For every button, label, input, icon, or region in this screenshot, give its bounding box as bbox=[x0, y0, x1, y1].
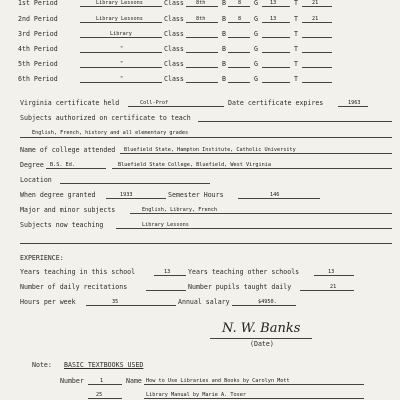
date-label: (Date) bbox=[250, 340, 274, 348]
degree-granted-value: 1933 bbox=[120, 192, 133, 198]
period-boys: 8 bbox=[238, 0, 242, 6]
period-total: 21 bbox=[312, 16, 319, 22]
period-label: 4th Period bbox=[18, 45, 58, 53]
boys-label: B bbox=[222, 60, 226, 68]
total-label: T bbox=[294, 75, 298, 83]
total-label: T bbox=[294, 45, 298, 53]
salary-value: $4950. bbox=[258, 299, 277, 305]
class-label: Class bbox=[164, 60, 184, 68]
girls-label: G bbox=[254, 75, 258, 83]
signature: N. W. Banks bbox=[222, 321, 301, 336]
class-label: Class bbox=[164, 15, 184, 23]
period-class: 8th bbox=[196, 16, 206, 22]
total-label: T bbox=[294, 30, 298, 38]
hours-week-label: Hours per week bbox=[20, 298, 76, 306]
major-minor-label: Major and minor subjects bbox=[20, 206, 116, 214]
period-girls: 13 bbox=[270, 16, 277, 22]
girls-label: G bbox=[254, 45, 258, 53]
boys-label: B bbox=[222, 15, 226, 23]
cert-expires-value: 1963 bbox=[348, 100, 361, 106]
degree-label: Degree bbox=[20, 161, 44, 169]
years-this-label: Years teaching in this school bbox=[20, 268, 136, 276]
textbook-number: 1 bbox=[100, 378, 104, 384]
major-minor-value: English, Library, French bbox=[142, 207, 217, 213]
boys-label: B bbox=[222, 45, 226, 53]
period-boys: 8 bbox=[238, 16, 242, 22]
class-label: Class bbox=[164, 45, 184, 53]
period-label: 1st Period bbox=[18, 0, 58, 7]
boys-label: B bbox=[222, 30, 226, 38]
textbooks-heading: BASIC TEXTBOOKS USED bbox=[64, 361, 144, 369]
boys-label: B bbox=[222, 75, 226, 83]
period-label: 3rd Period bbox=[18, 30, 58, 38]
textbook-name: Library Manual by Marie A. Toser bbox=[146, 392, 246, 398]
semester-hours-label: Semester Hours bbox=[168, 191, 224, 199]
years-other-label: Years teaching other schools bbox=[188, 268, 300, 276]
period-total: 21 bbox=[312, 0, 319, 6]
period-label: 5th Period bbox=[18, 60, 58, 68]
total-label: T bbox=[294, 0, 298, 7]
recitations-label: Number of daily recitations bbox=[20, 283, 128, 291]
period-label: 6th Period bbox=[18, 75, 58, 83]
boys-label: B bbox=[222, 0, 226, 7]
salary-label: Annual salary bbox=[178, 298, 230, 306]
total-label: T bbox=[294, 60, 298, 68]
semester-hours-value: 146 bbox=[270, 192, 280, 198]
class-label: Class bbox=[164, 0, 184, 7]
subjects-authorized-label: Subjects authorized on certificate to teach bbox=[20, 114, 191, 122]
certificate-held-label: Virginia certificate held bbox=[20, 99, 120, 107]
class-label: Class bbox=[164, 75, 184, 83]
period-subject: " bbox=[120, 61, 124, 67]
period-label: 2nd Period bbox=[18, 15, 58, 23]
location-label: Location bbox=[20, 176, 52, 184]
period-subject: Library Lessons bbox=[96, 0, 143, 6]
cert-expires-label: Date certificate expires bbox=[228, 99, 324, 107]
textbook-name: How to Use Libraries and Books by Carolyn Mott bbox=[146, 378, 290, 384]
name-label: Name bbox=[126, 377, 142, 385]
period-class: 8th bbox=[196, 0, 206, 6]
certificate-held-value: Coll-Prof bbox=[140, 100, 169, 106]
degree-granted-label: When degree granted bbox=[20, 191, 96, 199]
period-subject: Library Lessons bbox=[96, 16, 143, 22]
girls-label: G bbox=[254, 60, 258, 68]
pupils-label: Number pupils taught daily bbox=[188, 283, 292, 291]
years-this-value: 13 bbox=[164, 269, 171, 275]
subjects-authorized-value: English, French, history and all elementary grades bbox=[32, 130, 189, 136]
note-label: Note: bbox=[32, 361, 52, 369]
pupils-value: 21 bbox=[330, 284, 337, 290]
textbook-number: 25 bbox=[96, 392, 103, 398]
period-girls: 13 bbox=[270, 0, 277, 6]
degree-college-value: Bluefield State College, Bluefield, West Virginia bbox=[118, 162, 272, 168]
period-subject: Library bbox=[110, 31, 132, 37]
degree-value: B.S. Ed. bbox=[50, 162, 75, 168]
girls-label: G bbox=[254, 0, 258, 7]
subjects-teaching-value: Library Lessons bbox=[142, 222, 189, 228]
girls-label: G bbox=[254, 30, 258, 38]
hours-week-value: 35 bbox=[112, 299, 119, 305]
total-label: T bbox=[294, 15, 298, 23]
period-subject: " bbox=[120, 76, 124, 82]
girls-label: G bbox=[254, 15, 258, 23]
class-label: Class bbox=[164, 30, 184, 38]
period-subject: " bbox=[120, 46, 124, 52]
college-label: Name of college attended bbox=[20, 146, 116, 154]
years-other-value: 13 bbox=[328, 269, 335, 275]
subjects-teaching-label: Subjects now teaching bbox=[20, 221, 104, 229]
experience-heading: EXPERIENCE: bbox=[20, 254, 64, 262]
college-value: Bluefield State, Hampton Institute, Catholic University bbox=[124, 147, 296, 153]
number-label: Number bbox=[60, 377, 84, 385]
